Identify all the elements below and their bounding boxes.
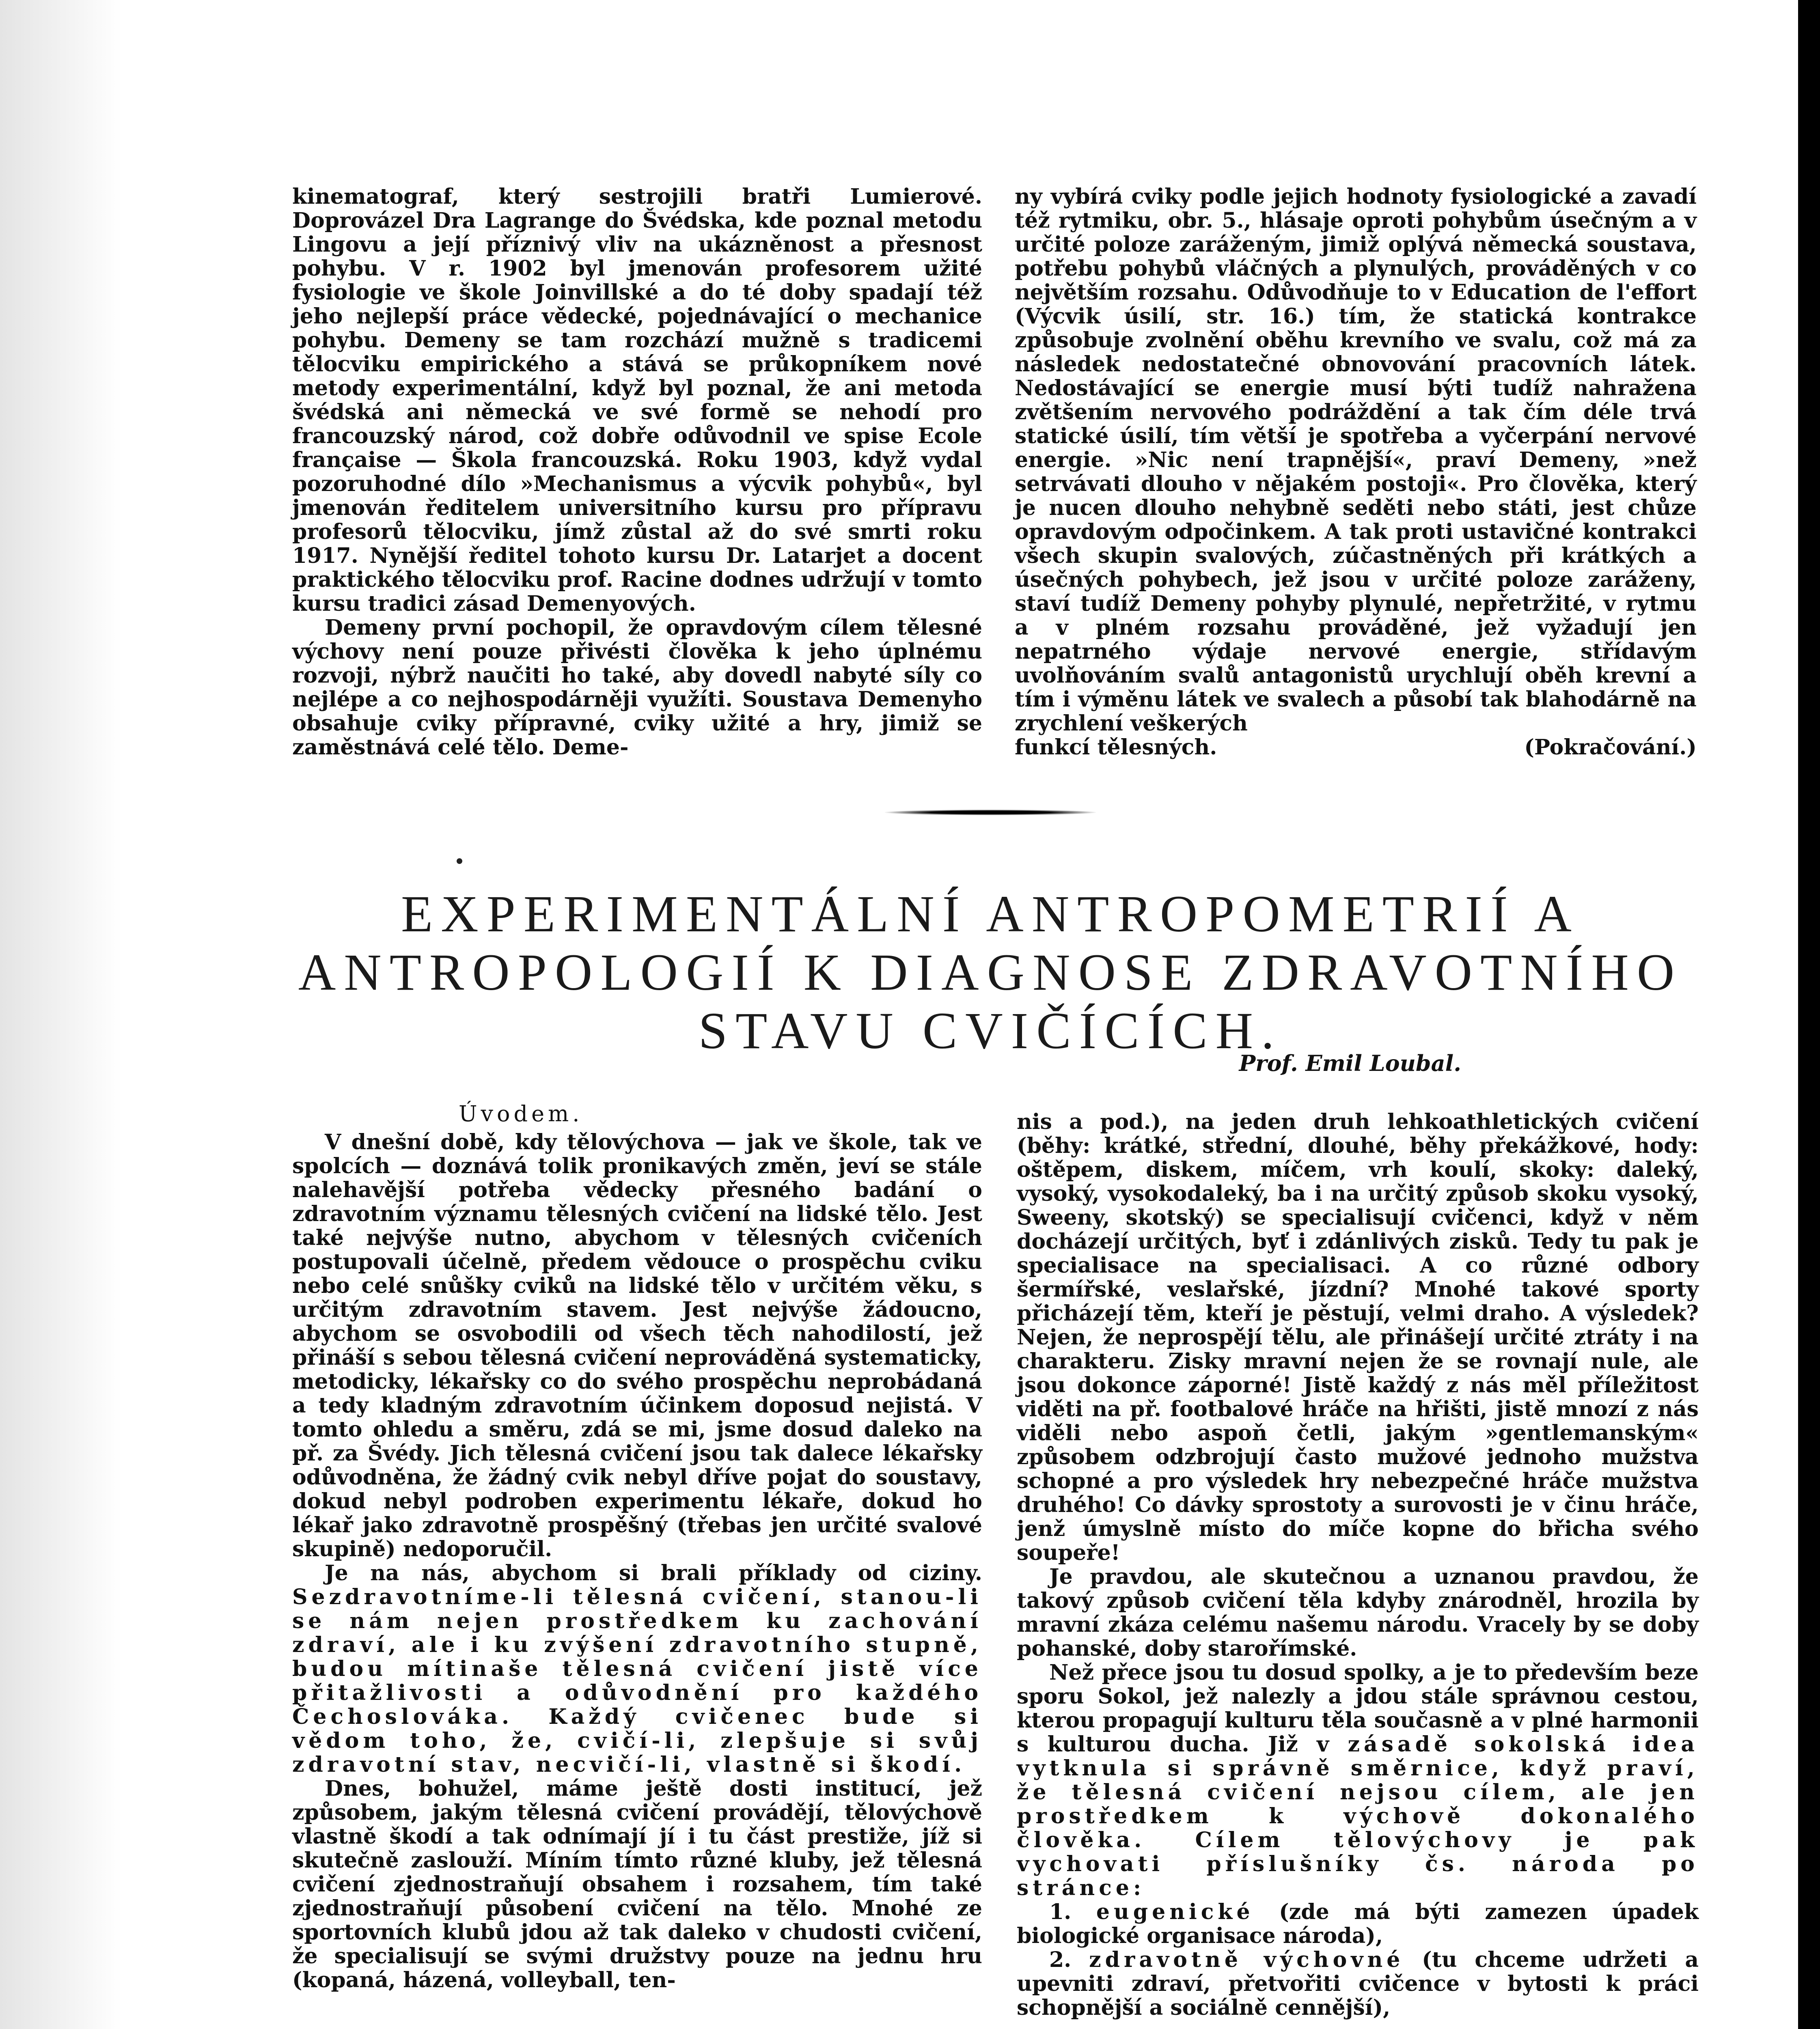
- paragraph: Dnes, bohužel, máme ještě dosti institucí, jež způsobem, jakým tělesná cvičení provádějí, tělovýchově vlastně škodí a tak odnímají jí i tu část prestiže, jíž si skutečně zaslouží. Míním tímto různé kluby, jež tělesná cvičení zjednostraňují obsahem i rozsahem, tím také zjednostraňují působení cvičení na tělo. Mnohé ze sportovních klubů jdou až tak daleko v chudosti cvičení, že specialisují se svými družstvy pouze na jednu hru (kopaná, házená, volleyball, ten-: [292, 1776, 982, 1992]
- article-author: Prof. Emil Loubal.: [1239, 1050, 1461, 1076]
- emphasized-text: Sezdravotníme-li tělesná cvičení, stanou-li se nám nejen prostředkem ku zachování zdraví, ale i ku zvýšení zdravotního stupně, budou mítinaše tělesná cvičení jistě více přitažlivosti a odůvodnění pro každého Čechoslováka. Každý cvičenec bude si vědom toho, že, cvičí-li, zlepšuje si svůj zdravotní stav, necvičí-li, vlastně si škodí.: [292, 1585, 982, 1777]
- section-divider: [885, 810, 1096, 815]
- list-text: (tu chceme udržeti a upevniti zdraví, přetvořiti cvičence v bytosti k práci schopnější a sociálně cennější),: [1017, 1947, 1699, 2020]
- paragraph: [1017, 1661, 1699, 1900]
- emphasized-text: eugenické: [1096, 1900, 1254, 1924]
- list-text: (zde má býti zamezen úpadek biologické organisace národa),: [1017, 1900, 1699, 1948]
- continued-article-right-column: [1015, 185, 1697, 759]
- paragraph: nis a pod.), na jeden druh lehkoathletických cvičení (běhy: krátké, střední, dlouhé, běhy překážkové, hody: oštěpem, diskem, míčem, vrh koulí, skoky: daleký, vysoký, vysokodaleký, ba i na určitý způsob skoku vysoký, Sweeny, skotský) se specialisují cvičenci, když v něm docházejí určitých, byť i zdánlivých zisků. Tedy tu pak je specialisace na specialisaci. A co různé odbory šermířské, veslařské, jízdní? Mnohé takové sporty přicházejí těm, kteří je pěstují, velmi draho. A výsledek? Nejen, že neprospějí tělu, ale přinášejí určité ztráty i na charakteru. Zisky mravní nejen že se rovnají nule, ale jsou dokonce záporné! Jistě každý z nás měl příležitost viděti na př. footbalové hráče na hřišti, jistě mnozí z nás viděli nebo aspoň četli, jakým »gentlemanským« způsobem odzbrojují často mužové jednoho mužstva schopné a pro výsledek hry nebezpečné hráče mužstva druhého! Co dávky sprostoty a surovosti je v činu hráče, jenž úmyslně místo do míče kopne do břicha svého soupeře!: [1017, 1109, 1699, 1565]
- print-speck: [457, 858, 462, 864]
- paragraph: Demeny první pochopil, že opravdovým cílem tělesné výchovy není pouze přivésti člověka k jeho úplnému rozvoji, nýbrž naučiti ho také, aby dovedl nabyté síly co nejlépe a co nejhospodárněji využíti. Soustava Demenyho obsahuje cviky přípravné, cviky užité a hry, jimiž se zaměstnává celé tělo. Deme-: [292, 615, 982, 760]
- paragraph: [292, 1561, 982, 1777]
- paragraph: Je pravdou, ale skutečnou a uznanou pravdou, že takový způsob cvičení těla kdyby znárodněl, hrozila by mravní zkáza celému našemu národu. Vracely by se doby pohanské, doby starořímské.: [1017, 1564, 1699, 1661]
- list-item: [1017, 1900, 1699, 1948]
- paragraph: kinematograf, který sestrojili bratři Lumierové. Doprovázel Dra Lagrange do Švédska, kde poznal metodu Lingovu a její příznivý vliv na ukázněnost a přesnost pohybu. V r. 1902 byl jmenován profesorem užité fysiologie ve škole Joinvillské a do té doby spadají též jeho nejlepší práce vědecké, pojednávající o mechanice pohybu. Demeny se tam rozchází mužně s tradicemi tělocviku empirického a stává se průkopníkem nové metody experimentální, když byl poznal, že ani metoda švédská ani německá ve své formě se nehodí pro francouzský národ, což dobře odůvodnil ve spise Ecole française — Škola francouzská. Roku 1903, když vydal pozoruhodné dílo »Mechanismus a výcvik pohybů«, byl jmenován ředitelem universitního kursu pro přípravu profesorů tělocviku, jímž zůstal až do své smrti roku 1917. Nynější ředitel tohoto kursu Dr. Latarjet a docent praktického tělocviku prof. Racine dodnes udržují v tomto kursu tradici zásad Demenyových.: [292, 184, 982, 616]
- article-title: EXPERIMENTÁLNÍ ANTROPOMETRIÍ A ANTROPOLOGIÍ K DIAGNOSE ZDRAVOTNÍHO STAVU CVIČÍCÍCH.: [298, 885, 1683, 1060]
- paragraph: V dnešní době, kdy tělovýchova — jak ve škole, tak ve spolcích — doznává tolik pronikavých změn, jeví se stále nalehavější potřeba vědecky přesného badání o zdravotním významu tělesných cvičení na lidské tělo. Jest také nejvýše nutno, abychom v tělesných cvičeních postupovali účelně, předem vědouce o prospěchu cviku nebo celé snůšky cviků na lidské tělo v určitém věku, s určitým zdravotním stavem. Jest nejvýše žádoucno, abychom se osvobodili od všech těch nahodilostí, jež přináší s sebou tělesná cvičení neprováděná systematicky, metodicky, lékařsky co do svého prospěchu neprobádaná a tedy kladným zdravotním účinkem doposud nejistá. V tomto ohledu a směru, zdá se mi, jsme dosud daleko na př. za Švédy. Jich tělesná cvičení jsou tak dalece lékařsky odůvodněna, že žádný cvik nebyl dříve pojat do soustavy, dokud nebyl podroben experimentu lékaře, dokud ho lékař jako zdravotně prospěšný (třebas jen určité svalové skupině) nedoporučil.: [292, 1130, 982, 1562]
- to-be-continued-note: (Pokračování.): [1524, 735, 1697, 760]
- paragraph-text: Je na nás, abychom si brali příklady od ciziny.: [325, 1561, 982, 1585]
- column-ending: [1015, 735, 1697, 759]
- paragraph: ny vybírá cviky podle jejich hodnoty fysiologické a zavadí též rytmiku, obr. 5., hlásaje oproti pohybům úsečným a v určité poloze zaráženým, jimiž oplývá německá soustava, potřebu pohybů vláčných a plynulých, prováděných v co největším rozsahu. Odůvodňuje to v Education de l'effort (Výcvik úsilí, str. 16.) tím, že statická kontrakce způsobuje zvolnění oběhu krevního ve svalu, což má za následek nedostatečné obnovování pracovních látek. Nedostávající se energie musí býti tudíž nahražena zvětšením nervového podráždění a tak čím déle trvá statické úsilí, tím větší je spotřeba a vyčerpání nervové energie. »Nic není trapnější«, praví Demeny, »než setrvávati dlouho v nějakém postoji«. Pro člověka, který je nucen dlouho nehybně seděti nebo státi, jest chůze opravdovým odpočinkem. A tak proti ustavičné kontrakci všech skupin svalových, zúčastněných při krátkých a úsečných pohybech, jež jsou v určité poloze zaráženy, staví tudíž Demeny pohyby plynulé, nepřetržité, v rytmu a v plném rozsahu prováděné, jež vyžadují jen nepatrného výdaje nervové energie, střídavým uvolňováním svalů antagonistů urychlují oběh krevní a tím i výměnu látek ve svalech a působí tak blahodárně na zrychlení veškerých: [1015, 184, 1697, 736]
- scan-shadow: [0, 0, 122, 2029]
- list-number: 1.: [1049, 1900, 1072, 1924]
- list-item: [1017, 1948, 1699, 2020]
- page-edge-right: [1798, 0, 1820, 2029]
- article-right-column: [1017, 1110, 1699, 2020]
- continued-article-left-column: [292, 185, 982, 759]
- last-line: funkcí tělesných.: [1015, 735, 1217, 760]
- list-number: 2.: [1049, 1947, 1072, 1972]
- paragraph-text: Než přece jsou tu dosud spolky, a je to především beze sporu Sokol, jež nalezly a jdou stále správnou cestou, kterou propagují kulturu těla současně a v plné harmonii s kulturou ducha. Již v: [1017, 1660, 1699, 1757]
- emphasized-text: zásadě sokolská idea vytknula si správně směrnice, když praví, že tělesná cvičení nejsou cílem, ale jen prostředkem k výchově dokonalého člověka. Cílem tělovýchovy je pak vychovati příslušníky čs. národa po stránce:: [1017, 1732, 1699, 1900]
- section-subheading: Úvodem.: [459, 1101, 583, 1127]
- emphasized-text: zdravotně výchovné: [1089, 1947, 1404, 1972]
- article-left-column: [292, 1130, 982, 1992]
